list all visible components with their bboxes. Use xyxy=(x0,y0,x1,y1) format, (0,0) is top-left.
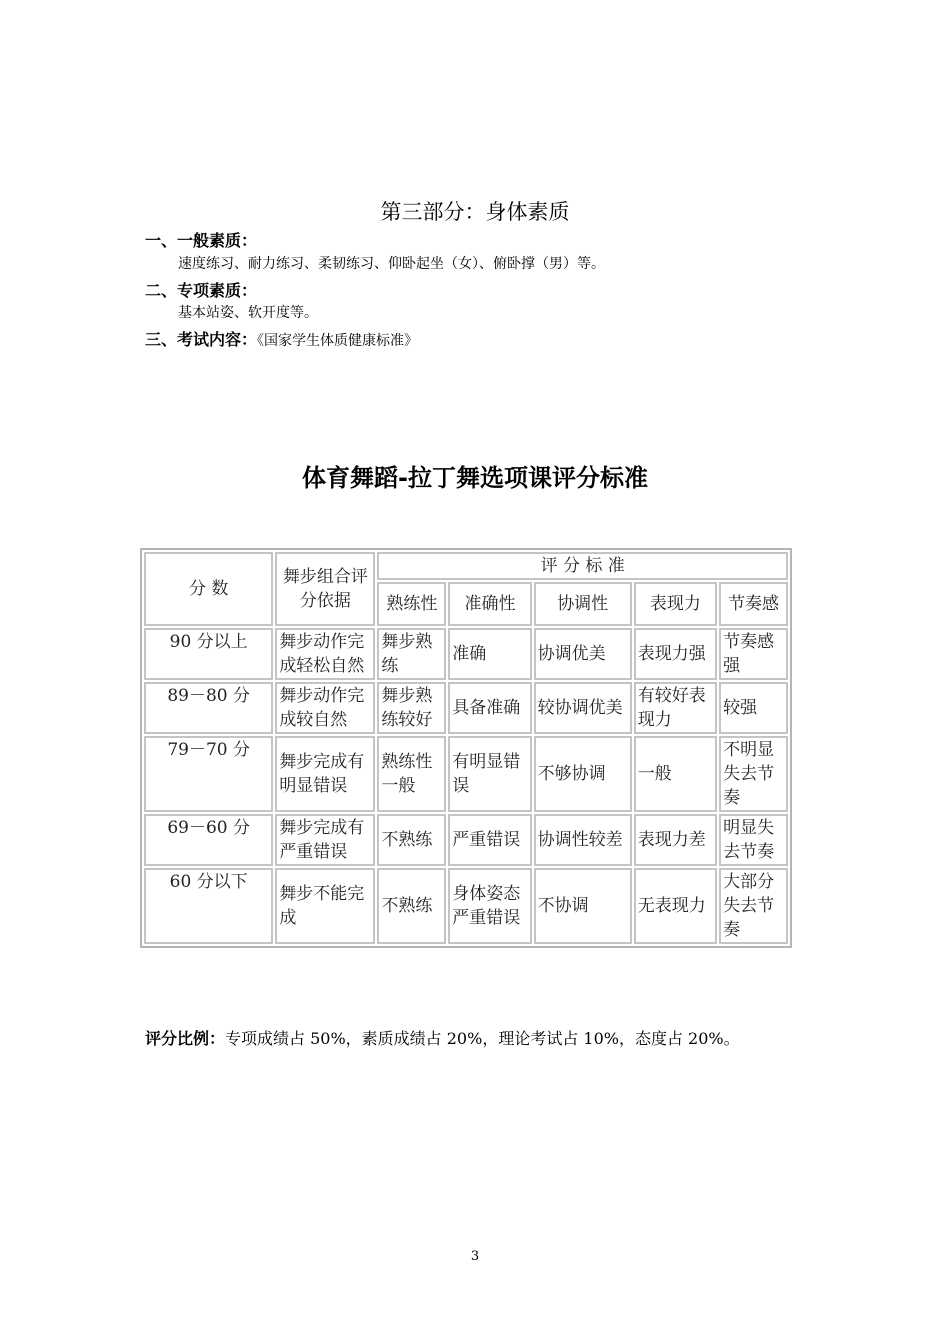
exam-content-heading: 三、考试内容： xyxy=(145,330,258,349)
row-cell: 不熟练 xyxy=(377,868,446,944)
scoring-ratio-text: 专项成绩占 50%，素质成绩占 20%，理论考试占 10%，态度占 20%。 xyxy=(225,1029,740,1048)
row-cell: 表现力强 xyxy=(634,628,717,680)
table-row xyxy=(144,868,788,944)
header-proficiency: 熟练性 xyxy=(377,582,446,626)
row-cell: 准确 xyxy=(448,628,531,680)
table-row xyxy=(144,736,788,812)
row-cell: 具备准确 xyxy=(448,682,531,734)
row-cell: 表现力差 xyxy=(634,814,717,866)
special-quality-heading: 二、专项素质： xyxy=(145,281,258,300)
header-expressiveness: 表现力 xyxy=(634,582,717,626)
header-accuracy: 准确性 xyxy=(448,582,531,626)
row-cell: 严重错误 xyxy=(448,814,531,866)
scoring-ratio xyxy=(145,1026,740,1049)
row-cell: 有较好表现力 xyxy=(634,682,717,734)
page-number: 3 xyxy=(470,1249,480,1264)
row-score: 89－80 分 xyxy=(144,682,273,734)
row-score: 79－70 分 xyxy=(144,736,273,812)
row-cell: 舞步熟练 xyxy=(377,628,446,680)
exam-content-text: 《国家学生体质健康标准》 xyxy=(257,333,419,349)
row-cell: 身体姿态严重错误 xyxy=(448,868,531,944)
row-cell: 舞步熟练较好 xyxy=(377,682,446,734)
header-basis: 舞步组合评分依据 xyxy=(275,552,375,626)
row-cell: 大部分失去节奏 xyxy=(719,868,788,944)
table-row xyxy=(144,628,788,680)
table-header-row xyxy=(144,552,788,580)
row-score: 69－60 分 xyxy=(144,814,273,866)
row-cell: 无表现力 xyxy=(634,868,717,944)
row-basis: 舞步完成有明显错误 xyxy=(275,736,375,812)
row-cell: 不协调 xyxy=(534,868,632,944)
section-title: 第三部分：身体素质 xyxy=(380,200,570,224)
grading-table xyxy=(140,548,792,948)
row-cell: 有明显错误 xyxy=(448,736,531,812)
header-rhythm: 节奏感 xyxy=(719,582,788,626)
row-basis: 舞步不能完成 xyxy=(275,868,375,944)
row-basis: 舞步动作完成较自然 xyxy=(275,682,375,734)
row-cell: 较强 xyxy=(719,682,788,734)
header-score: 分 数 xyxy=(144,552,273,626)
table-row xyxy=(144,814,788,866)
row-cell: 不明显失去节奏 xyxy=(719,736,788,812)
general-quality-heading: 一、一般素质： xyxy=(145,231,258,250)
row-cell: 协调优美 xyxy=(534,628,632,680)
scoring-ratio-label: 评分比例： xyxy=(145,1029,226,1048)
header-coordination: 协调性 xyxy=(534,582,632,626)
special-quality-text: 基本站姿、软开度等。 xyxy=(178,305,318,321)
row-cell: 节奏感强 xyxy=(719,628,788,680)
row-basis: 舞步完成有严重错误 xyxy=(275,814,375,866)
exam-content-line xyxy=(145,327,418,350)
row-cell: 一般 xyxy=(634,736,717,812)
general-quality-text: 速度练习、耐力练习、柔韧练习、仰卧起坐（女）、俯卧撑（男）等。 xyxy=(178,256,605,272)
row-score: 90 分以上 xyxy=(144,628,273,680)
row-cell: 协调性较差 xyxy=(534,814,632,866)
table-row xyxy=(144,682,788,734)
row-cell: 明显失去节奏 xyxy=(719,814,788,866)
table-title: 体育舞蹈-拉丁舞选项课评分标准 xyxy=(302,464,648,492)
row-cell: 不够协调 xyxy=(534,736,632,812)
row-basis: 舞步动作完成轻松自然 xyxy=(275,628,375,680)
header-criteria-group: 评 分 标 准 xyxy=(377,552,788,580)
row-cell: 不熟练 xyxy=(377,814,446,866)
row-score: 60 分以下 xyxy=(144,868,273,944)
row-cell: 熟练性一般 xyxy=(377,736,446,812)
row-cell: 较协调优美 xyxy=(534,682,632,734)
